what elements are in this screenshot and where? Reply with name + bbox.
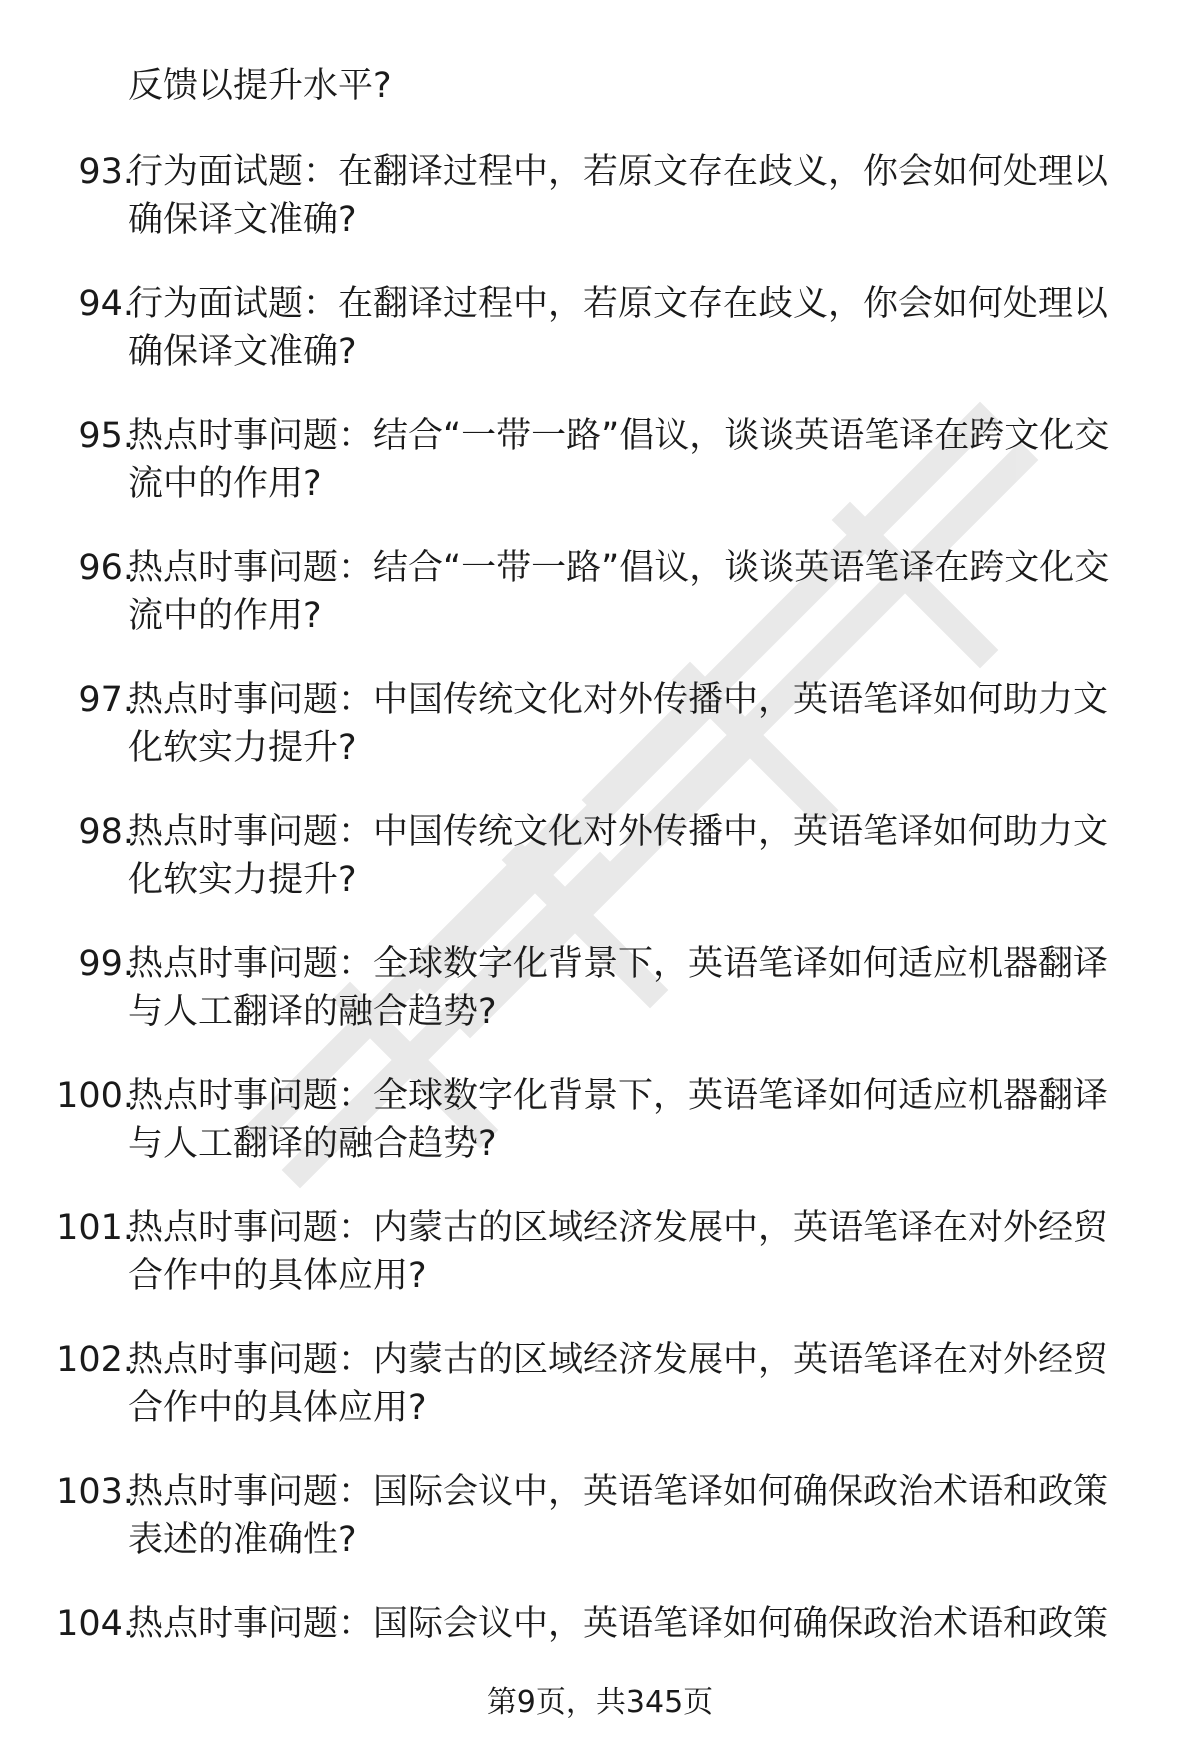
question-list <box>0 148 1200 1732</box>
question-number: 94. <box>78 284 134 324</box>
question-number: 95. <box>78 416 134 456</box>
question-number: 98. <box>78 812 134 852</box>
question-text: 行为面试题：在翻译过程中，若原文存在歧义，你会如何处理以确保译文准确? <box>128 152 1109 240</box>
question-text: 热点时事问题：国际会议中，英语笔译如何确保政治术语和政策 <box>128 1604 1109 1644</box>
question-item <box>0 544 1200 676</box>
question-number: 93. <box>78 152 134 192</box>
question-number: 102. <box>56 1340 134 1380</box>
question-number: 96. <box>78 548 134 588</box>
question-number: 99. <box>78 944 134 984</box>
question-item <box>0 280 1200 412</box>
question-item <box>0 808 1200 940</box>
question-text: 热点时事问题：中国传统文化对外传播中，英语笔译如何助力文化软实力提升? <box>128 812 1109 900</box>
question-item <box>0 1072 1200 1204</box>
question-item <box>0 1204 1200 1336</box>
question-item <box>0 1336 1200 1468</box>
question-number: 101. <box>56 1208 134 1248</box>
question-item <box>0 412 1200 544</box>
question-text: 热点时事问题：内蒙古的区域经济发展中，英语笔译在对外经贸合作中的具体应用? <box>128 1340 1109 1428</box>
question-item <box>0 148 1200 280</box>
question-item <box>0 940 1200 1072</box>
question-number: 100. <box>56 1076 134 1116</box>
question-text: 热点时事问题：国际会议中，英语笔译如何确保政治术语和政策表述的准确性? <box>128 1472 1109 1560</box>
question-item <box>0 1468 1200 1600</box>
question-number: 97. <box>78 680 134 720</box>
question-text: 热点时事问题：全球数字化背景下，英语笔译如何适应机器翻译与人工翻译的融合趋势? <box>128 1076 1109 1164</box>
question-text: 行为面试题：在翻译过程中，若原文存在歧义，你会如何处理以确保译文准确? <box>128 284 1109 372</box>
question-number: 103. <box>56 1472 134 1512</box>
question-number: 104. <box>56 1604 134 1644</box>
question-text: 热点时事问题：内蒙古的区域经济发展中，英语笔译在对外经贸合作中的具体应用? <box>128 1208 1109 1296</box>
continued-question-text: 反馈以提升水平? <box>128 66 392 106</box>
page-footer: 第9页，共345页 <box>486 1685 714 1720</box>
question-item <box>0 676 1200 808</box>
question-text: 热点时事问题：结合“一带一路”倡议，谈谈英语笔译在跨文化交流中的作用? <box>128 416 1110 504</box>
question-text: 热点时事问题：全球数字化背景下，英语笔译如何适应机器翻译与人工翻译的融合趋势? <box>128 944 1109 1032</box>
question-text: 热点时事问题：结合“一带一路”倡议，谈谈英语笔译在跨文化交流中的作用? <box>128 548 1110 636</box>
question-text: 热点时事问题：中国传统文化对外传播中，英语笔译如何助力文化软实力提升? <box>128 680 1109 768</box>
